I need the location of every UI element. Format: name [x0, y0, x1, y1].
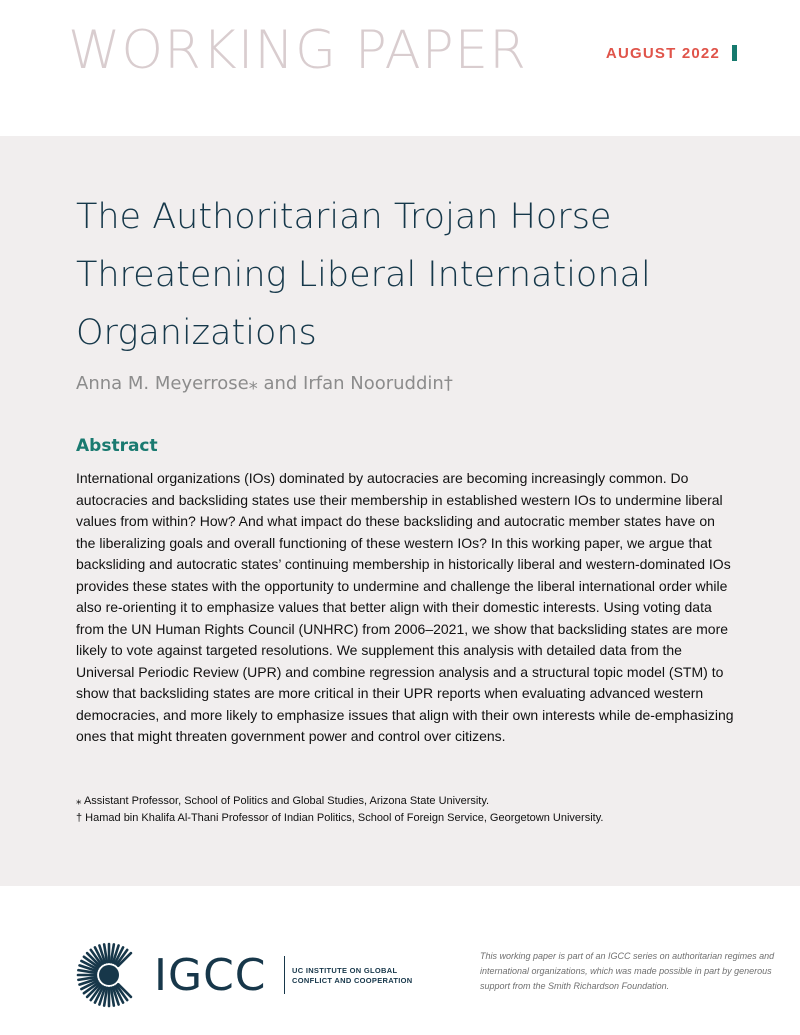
logo-subtitle — [292, 966, 422, 986]
logo-core — [99, 965, 119, 985]
igcc-logo-icon — [76, 942, 142, 1008]
publication-date: AUGUST 2022 — [605, 45, 720, 62]
logo-subtitle-line-1: UC INSTITUTE ON GLOBAL — [292, 966, 398, 975]
funding-note: This working paper is part of an IGCC series on authoritarian regimes and international organizations, which was made possible in part by generous support from the Smith Richardson Foundation. — [480, 951, 775, 991]
working-paper-label: WORKING PAPER — [68, 20, 527, 81]
footnote-first-author: ⁎ Assistant Professor, School of Politics and Global Studies, Arizona State University. — [76, 795, 490, 807]
logo-wordmark: IGCC — [154, 950, 267, 1001]
logo-divider — [284, 956, 285, 994]
igcc-logo — [76, 942, 416, 1008]
top-bar — [0, 0, 800, 136]
logo-subtitle-line-2: CONFLICT AND COOPERATION — [292, 976, 413, 985]
date-accent-bar — [732, 45, 737, 61]
abstract-heading: Abstract — [76, 436, 158, 456]
paper-title: The Authoritarian Trojan Horse Threatening Liberal International Organizations — [76, 197, 651, 353]
abstract-text: International organizations (IOs) dominated by autocracies are becoming increasingly common. Do autocracies and backsliding states use their membership in established western IOs to undermine liberal values from within? How? And what impact do these backsliding and autocratic member states have on the liberalizing goals and overall functioning of these western IOs? In this working paper, we argue that backsliding and autocratic states’ continuing membership in historically liberal and western-dominated IOs provides these states with the opportunity to undermine and challenge the liberal international order while also re-orienting it to emphasize values that better align with their domestic interests. Using voting data from the UN Human Rights Council (UNHRC) from 2006–2021, we show that backsliding states are more likely to vote against targeted resolutions. We supplement this analysis with detailed data from the Universal Periodic Review (UPR) and combine regression analysis and a structural topic model (STM) to show that backsliding states are more critical in their UPR reports when evaluating advanced western democracies, and more likely to emphasize issues that align with their own interests while de-emphasizing ones that might threaten government power and control over citizens. — [76, 470, 734, 744]
footnote-second-author: † Hamad bin Khalifa Al-Thani Professor of Indian Politics, School of Foreign Service, Georgetown University. — [76, 812, 604, 824]
authors: Anna M. Meyerrose⁎ and Irfan Nooruddin† — [76, 373, 453, 394]
author-footnotes — [76, 793, 756, 827]
